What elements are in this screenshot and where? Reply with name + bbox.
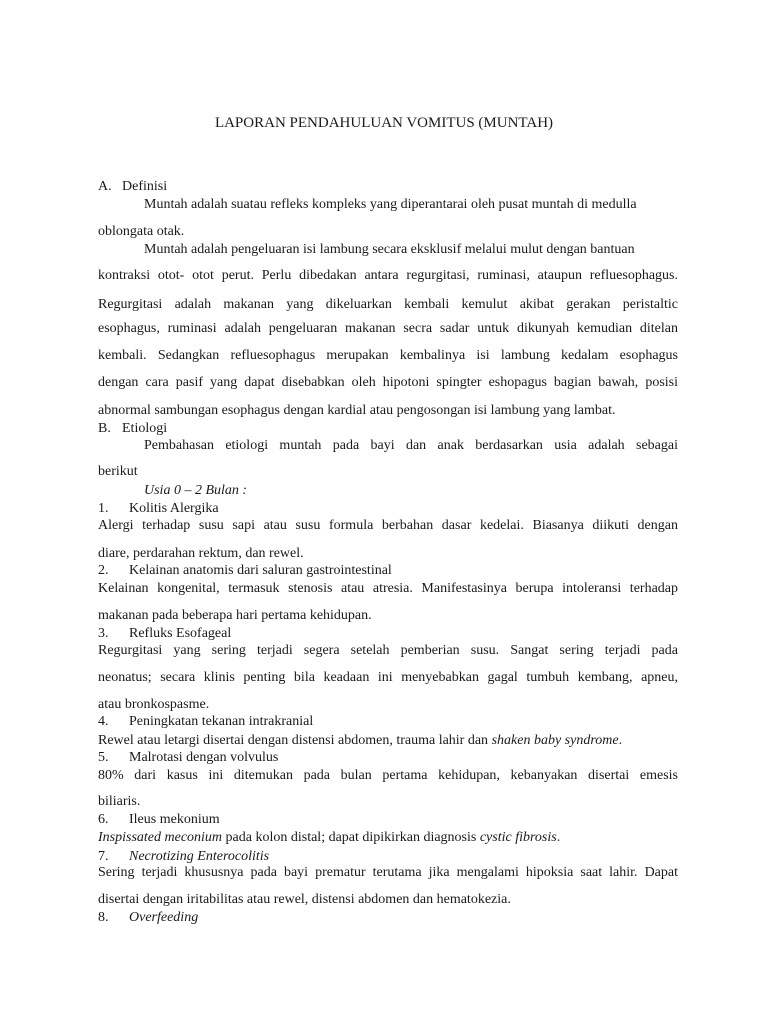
definition-paragraph-2-line-7: abnormal sambungan esophagus dengan kardial atau pengosongan isi lambung yang lambat. (98, 403, 616, 418)
document-title: LAPORAN PENDAHULUAN VOMITUS (MUNTAH) (214, 115, 554, 131)
item-3-number: 3. (98, 626, 109, 641)
item-4-title: Peningkatan tekanan intrakranial (129, 714, 314, 729)
item-7-body-line-1: Sering terjadi khususnya pada bayi prematur terutama jika mengalami hipoksia saat lahir. Dapat (98, 865, 678, 880)
item-6-number: 6. (98, 812, 109, 827)
etiology-intro-line-2: berikut (98, 464, 138, 479)
item-5-title: Malrotasi dengan volvulus (129, 750, 279, 765)
definition-paragraph-2-line-6: dengan cara pasif yang dapat disebabkan oleh hipotoni spingter eshopagus bagian bawah, posisi (98, 375, 678, 390)
item-6-body: Inspissated meconium pada kolon distal; dapat dipikirkan diagnosis cystic fibrosis. (98, 830, 561, 845)
age-heading: Usia 0 – 2 Bulan : (144, 483, 248, 498)
item-8-number: 8. (98, 910, 109, 925)
item-2-body-line-2: makanan pada beberapa hari pertama kehidupan. (98, 608, 372, 623)
item-7-body-line-2: disertai dengan iritabilitas atau rewel, distensi abdomen dan hematokezia. (98, 892, 511, 907)
item-3-title: Refluks Esofageal (129, 626, 232, 641)
item-4-number: 4. (98, 714, 109, 729)
item-2-body-line-1: Kelainan kongenital, termasuk stenosis atau atresia. Manifestasinya berupa intoleransi terhadap (98, 581, 678, 596)
section-b-heading: Etiologi (122, 421, 168, 436)
item-3-body-line-1: Regurgitasi yang sering terjadi segera setelah pemberian susu. Sangat sering terjadi pada (98, 643, 678, 658)
item-5-body-line-2: biliaris. (98, 794, 141, 809)
item-1-title: Kolitis Alergika (129, 501, 219, 516)
item-3-body-line-2: neonatus; secara klinis penting bila keadaan ini menyebabkan gagal tumbuh kembang, apneu, (98, 670, 678, 685)
definition-paragraph-2-line-2: kontraksi otot- otot perut. Perlu dibedakan antara regurgitasi, ruminasi, ataupun refluesophagus. (98, 268, 678, 283)
item-5-body-line-1: 80% dari kasus ini ditemukan pada bulan pertama kehidupan, kebanyakan disertai emesis (98, 768, 678, 783)
item-8-title: Overfeeding (129, 910, 199, 925)
item-2-title: Kelainan anatomis dari saluran gastrointestinal (129, 563, 392, 578)
etiology-intro-line-1: Pembahasan etiologi muntah pada bayi dan anak berdasarkan usia adalah sebagai (144, 438, 678, 453)
item-1-body-line-1: Alergi terhadap susu sapi atau susu formula berbahan dasar kedelai. Biasanya diikuti dengan (98, 518, 678, 533)
item-4-body: Rewel atau letargi disertai dengan distensi abdomen, trauma lahir dan shaken baby syndrome. (98, 733, 623, 748)
item-1-number: 1. (98, 501, 109, 516)
item-1-body-line-2: diare, perdarahan rektum, dan rewel. (98, 546, 304, 561)
definition-paragraph-1-line-1: Muntah adalah suatau refleks kompleks yang diperantarai oleh pusat muntah di medulla (144, 197, 637, 212)
item-5-number: 5. (98, 750, 109, 765)
definition-paragraph-2-line-3: Regurgitasi adalah makanan yang dikeluarkan kembali kemulut akibat gerakan peristaltic (98, 297, 678, 312)
definition-paragraph-2-line-5: kembali. Sedangkan refluesophagus merupakan kembalinya isi lambung kedalam esophagus (98, 348, 678, 363)
item-3-body-line-3: atau bronkospasme. (98, 697, 210, 712)
item-7-title: Necrotizing Enterocolitis (129, 849, 270, 864)
definition-paragraph-2-line-4: esophagus, ruminasi adalah pengeluaran makanan secra sadar untuk dikunyah kemudian ditelan (98, 321, 678, 336)
definition-paragraph-2-line-1: Muntah adalah pengeluaran isi lambung secara eksklusif melalui mulut dengan bantuan (144, 242, 635, 257)
definition-paragraph-1-line-2: oblongata otak. (98, 224, 185, 239)
section-a-heading: Definisi (122, 179, 168, 194)
item-6-title: Ileus mekonium (129, 812, 220, 827)
item-7-number: 7. (98, 849, 109, 864)
section-a-letter: A. (98, 179, 112, 194)
item-2-number: 2. (98, 563, 109, 578)
section-b-letter: B. (98, 421, 111, 436)
